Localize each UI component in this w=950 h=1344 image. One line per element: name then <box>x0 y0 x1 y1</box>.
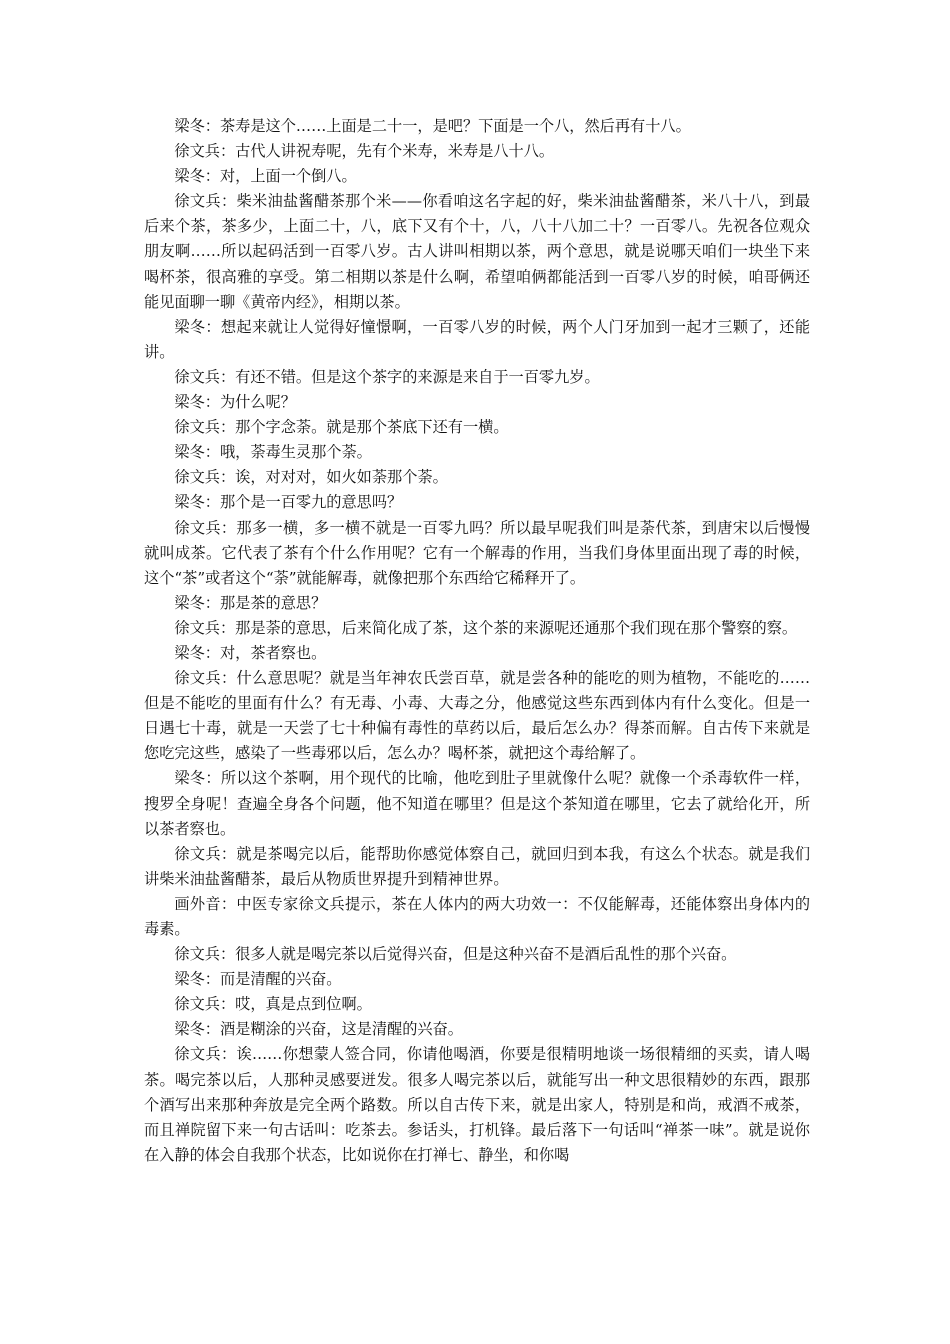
paragraph: 梁冬：酒是糊涂的兴奋，这是清醒的兴奋。 <box>174 1020 463 1039</box>
paragraph: 梁冬：想起来就让人觉得好憧憬啊，一百零八岁的时候，两个人门牙加到一起才三颗了，还能讲。 <box>144 317 810 361</box>
paragraph: 徐文兵：那个字念荼。就是那个茶底下还有一横。 <box>174 418 509 437</box>
paragraph: 梁冬：而是清醒的兴奋。 <box>174 970 342 989</box>
paragraph: 徐文兵：那是荼的意思，后来简化成了茶，这个茶的来源呢还通那个我们现在那个警察的察。 <box>174 618 798 637</box>
document-body <box>144 114 810 1168</box>
paragraph: 徐文兵：柴米油盐酱醋茶那个米——你看咱这名字起的好，柴米油盐酱醋茶，米八十八，到最后来个茶，茶多少，上面二十，八，底下又有个十，八，八十八加二十？一百零八。先祝各位观众朋友啊……所以起码活到一百零八岁。古人讲叫相期以茶，两个意思，就是说哪天咱们一块坐下来喝杯茶，很高雅的享受。第二相期以茶是什么啊，希望咱俩都能活到一百零八岁的时候，咱哥俩还能见面聊一聊《黄帝内经》，相期以茶。 <box>144 192 810 311</box>
paragraph: 梁冬：茶寿是这个……上面是二十一，是吧？下面是一个八，然后再有十八。 <box>174 117 691 135</box>
paragraph: 徐文兵：什么意思呢？就是当年神农氏尝百草，就是尝各种的能吃的则为植物，不能吃的……但是不能吃的里面有什么？有无毒、小毒、大毒之分，他感觉这些东西到体内有什么变化。但是一日遇七十毒，就是一天尝了七十种偏有毒性的草药以后，最后怎么办？得茶而解。自古传下来就是您吃完这些，感染了一些毒邪以后，怎么办？喝杯茶，就把这个毒给解了。 <box>144 669 810 763</box>
paragraph: 梁冬：对，茶者察也。 <box>174 643 327 662</box>
paragraph: 梁冬：那是茶的意思？ <box>174 593 327 612</box>
paragraph: 徐文兵：很多人就是喝完茶以后觉得兴奋，但是这种兴奋不是酒后乱性的那个兴奋。 <box>174 945 737 964</box>
paragraph: 梁冬：为什么呢？ <box>174 393 296 412</box>
paragraph: 徐文兵：古代人讲祝寿呢，先有个米寿，米寿是八十八。 <box>174 142 555 161</box>
paragraph: 梁冬：那个是一百零九的意思吗？ <box>174 493 403 512</box>
paragraph: 徐文兵：哎，真是点到位啊。 <box>174 995 372 1014</box>
paragraph: 画外音：中医专家徐文兵提示，茶在人体内的两大功效一：不仅能解毒，还能体察出身体内的毒素。 <box>144 894 810 938</box>
paragraph: 徐文兵：诶，对对对，如火如荼那个荼。 <box>174 468 448 487</box>
paragraph: 徐文兵：就是茶喝完以后，能帮助你感觉体察自己，就回归到本我，有这么个状态。就是我们讲柴米油盐酱醋茶，最后从物质世界提升到精神世界。 <box>144 844 810 888</box>
paragraph: 徐文兵：诶……你想蒙人签合同，你请他喝酒，你要是很精明地谈一场很精细的买卖，请人喝茶。喝完茶以后，人那种灵感要迸发。很多人喝完茶以后，就能写出一种文思很精妙的东西，跟那个酒写出来那种奔放是完全两个路数。所以自古传下来，就是出家人，特别是和尚，戒酒不戒茶，而且禅院留下来一句古话叫：吃茶去。参话头，打机锋。最后落下一句话叫“禅茶一味”。就是说你在入静的体会自我那个状态，比如说你在打禅七、静坐，和你喝 <box>144 1045 810 1164</box>
paragraph: 梁冬：所以这个茶啊，用个现代的比喻，他吃到肚子里就像什么呢？就像一个杀毒软件一样，搜罗全身呢！查遍全身各个问题，他不知道在哪里？但是这个茶知道在哪里，它去了就给化开，所以茶者察也。 <box>144 769 810 838</box>
paragraph: 梁冬：哦，荼毒生灵那个荼。 <box>174 443 372 462</box>
paragraph: 徐文兵：有还不错。但是这个茶字的来源是来自于一百零九岁。 <box>174 367 600 386</box>
paragraph: 梁冬：对，上面一个倒八。 <box>174 167 357 186</box>
paragraph: 徐文兵：那多一横，多一横不就是一百零九吗？所以最早呢我们叫是荼代茶，到唐宋以后慢慢就叫成茶。它代表了茶有个什么作用呢？它有一个解毒的作用，当我们身体里面出现了毒的时候，这个“茶”或者这个“荼”就能解毒，就像把那个东西给它稀释开了。 <box>144 518 810 587</box>
